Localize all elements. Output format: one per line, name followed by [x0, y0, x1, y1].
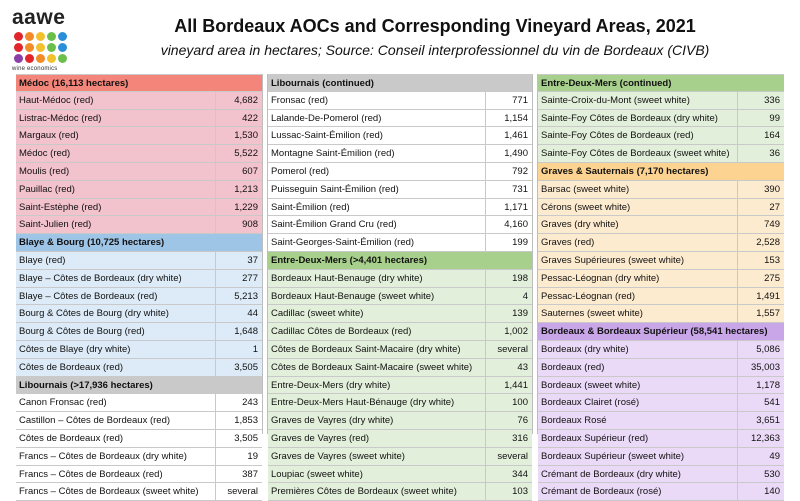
table-row	[16, 163, 262, 181]
aoc-name: Bordeaux Haut-Benauge (sweet white)	[268, 288, 486, 305]
vineyard-area-value: 1,154	[504, 112, 528, 124]
aoc-name: Médoc (red)	[16, 145, 216, 162]
table-row	[16, 288, 262, 306]
logo-dot	[47, 43, 56, 52]
vineyard-area-value: 1,002	[504, 326, 528, 338]
table-row	[16, 252, 262, 270]
table-row	[538, 199, 784, 217]
table-row	[268, 412, 532, 430]
logo-dot	[58, 43, 67, 52]
table-row	[538, 412, 784, 430]
vineyard-area-value: 139	[512, 308, 528, 320]
vineyard-area-value: 198	[512, 272, 528, 284]
vineyard-area-value: 277	[242, 272, 258, 284]
aoc-name: Graves (dry white)	[538, 216, 738, 233]
vineyard-area-value: 336	[764, 94, 780, 106]
vineyard-area-value: 199	[512, 237, 528, 249]
table-row	[16, 359, 262, 377]
vineyard-area-value: 1,648	[234, 326, 258, 338]
vineyard-area-value: 316	[512, 432, 528, 444]
table-row	[16, 430, 262, 448]
aoc-name: Sainte-Foy Côtes de Bordeaux (red)	[538, 127, 738, 144]
vineyard-area-value: 76	[517, 415, 528, 427]
aoc-name: Bordeaux Supérieur (red)	[538, 430, 738, 447]
region-header	[538, 163, 784, 181]
logo-subtext: wine economics	[12, 66, 58, 72]
region-header-label: Entre-Deux-Mers (>4,401 hectares)	[271, 254, 428, 266]
vineyard-area-value: several	[227, 486, 258, 498]
region-header-label: Entre-Deux-Mers (continued)	[541, 78, 672, 89]
aoc-name: Bordeaux Rosé	[538, 412, 738, 429]
table-row	[538, 234, 784, 252]
logo-dot	[36, 43, 45, 52]
page-header	[0, 0, 800, 72]
aoc-name: Cadillac (sweet white)	[268, 305, 486, 322]
aoc-name: Loupiac (sweet white)	[268, 466, 486, 483]
vineyard-area-value: 390	[764, 183, 780, 195]
table-row	[16, 92, 262, 110]
table-row	[268, 216, 532, 234]
aoc-name: Puisseguin Saint-Émilion (red)	[268, 181, 486, 198]
aoc-name: Côtes de Bordeaux Saint-Macaire (dry white)	[268, 341, 486, 358]
aoc-name: Pessac-Léognan (red)	[538, 288, 738, 305]
table-row	[268, 270, 532, 288]
table-row	[538, 377, 784, 395]
table-row	[16, 270, 262, 288]
vineyard-area-value: 4,682	[234, 94, 258, 106]
aoc-name: Pessac-Léognan (dry white)	[538, 270, 738, 287]
vineyard-area-value: 35,003	[750, 361, 780, 373]
aoc-name: Crémant de Bordeaux (rosé)	[538, 483, 738, 500]
logo-dot	[47, 54, 56, 63]
vineyard-area-value: 3,505	[234, 432, 258, 444]
vineyard-area-value: 1,441	[504, 379, 528, 391]
aoc-name: Bourg & Côtes de Bourg (red)	[16, 323, 216, 340]
table-row	[538, 305, 784, 323]
table-row	[538, 270, 784, 288]
aoc-name: Pauillac (red)	[16, 181, 216, 198]
aoc-name: Saint-Estèphe (red)	[16, 199, 216, 216]
aoc-name: Cérons (sweet white)	[538, 199, 738, 216]
table-row	[16, 216, 262, 234]
vineyard-area-value: 275	[764, 272, 780, 284]
vineyard-area-value: 49	[769, 450, 780, 462]
vineyard-area-value: 27	[769, 201, 780, 213]
vineyard-area-value: 99	[769, 112, 780, 124]
region-header	[538, 323, 784, 341]
aoc-name: Moulis (red)	[16, 163, 216, 180]
aoc-name: Entre-Deux-Mers (dry white)	[268, 377, 486, 394]
aawe-logo	[12, 8, 72, 70]
aoc-name: Sainte-Foy Côtes de Bordeaux (sweet white)	[538, 145, 738, 162]
vineyard-area-value: 1,557	[756, 308, 780, 320]
region-header-label: Blaye & Bourg (10,725 hectares)	[19, 237, 165, 249]
vineyard-area-value: 1,490	[504, 148, 528, 160]
vineyard-area-value: 1	[252, 343, 258, 355]
vineyard-area-value: 771	[512, 94, 528, 106]
aoc-name: Saint-Émilion Grand Cru (red)	[268, 216, 486, 233]
table-row	[538, 252, 784, 270]
aoc-name: Côtes de Blaye (dry white)	[16, 341, 216, 358]
table-row	[268, 483, 532, 501]
table-row	[268, 359, 532, 377]
table-row	[268, 394, 532, 412]
vineyard-area-value: 792	[512, 165, 528, 177]
table-row	[16, 448, 262, 466]
vineyard-area-value: 243	[242, 397, 258, 409]
table-row	[538, 359, 784, 377]
table-row	[268, 323, 532, 341]
table-row	[268, 163, 532, 181]
aoc-name: Saint-Julien (red)	[16, 216, 216, 233]
vineyard-area-value: 43	[517, 361, 528, 373]
table-row	[268, 181, 532, 199]
aoc-name: Sainte-Foy Côtes de Bordeaux (dry white)	[538, 110, 738, 127]
aoc-name: Crémant de Bordeaux (dry white)	[538, 466, 738, 483]
vineyard-area-value: 5,522	[234, 148, 258, 160]
vineyard-area-value: 1,213	[234, 183, 258, 195]
aoc-name: Listrac-Médoc (red)	[16, 110, 216, 127]
region-header	[268, 252, 532, 270]
vineyard-area-value: 1,461	[504, 130, 528, 142]
table-row	[16, 341, 262, 359]
table-row	[538, 394, 784, 412]
vineyard-area-value: 164	[764, 130, 780, 142]
region-header	[16, 377, 262, 395]
vineyard-area-value: 530	[764, 468, 780, 480]
table-row	[16, 127, 262, 145]
table-row	[268, 430, 532, 448]
table-row	[538, 216, 784, 234]
vineyard-area-value: 731	[512, 183, 528, 195]
aoc-name: Côtes de Bordeaux (red)	[16, 430, 216, 447]
logo-wordmark: aawe	[12, 6, 66, 29]
table-row	[16, 323, 262, 341]
region-header-label: Libournais (continued)	[271, 78, 374, 89]
aoc-name: Blaye – Côtes de Bordeaux (dry white)	[16, 270, 216, 287]
vineyard-area-value: 1,491	[756, 290, 780, 302]
region-header-label: Graves & Sauternais (7,170 hectares)	[541, 165, 709, 177]
vineyard-area-value: 1,178	[756, 379, 780, 391]
aoc-name: Sainte-Croix-du-Mont (sweet white)	[538, 92, 738, 109]
vineyard-area-value: 103	[512, 486, 528, 498]
aoc-name: Canon Fronsac (red)	[16, 394, 216, 411]
vineyard-area-value: 607	[242, 165, 258, 177]
aoc-name: Barsac (sweet white)	[538, 181, 738, 198]
table-row	[268, 305, 532, 323]
logo-dot	[25, 32, 34, 41]
vineyard-area-value: 36	[769, 148, 780, 160]
logo-dot	[58, 32, 67, 41]
vineyard-area-value: 1,530	[234, 130, 258, 142]
table-row	[16, 305, 262, 323]
vineyard-area-value: 1,229	[234, 201, 258, 213]
aoc-name: Premières Côtes de Bordeaux (sweet white)	[268, 483, 486, 500]
table-row	[268, 341, 532, 359]
vineyard-area-value: 44	[247, 308, 258, 320]
table-row	[268, 377, 532, 395]
aoc-name: Côtes de Bordeaux (red)	[16, 359, 216, 376]
vineyard-area-value: 749	[764, 219, 780, 231]
logo-dot	[14, 43, 23, 52]
logo-dot	[36, 54, 45, 63]
vineyard-area-value: 344	[512, 468, 528, 480]
vineyard-area-value: 19	[247, 450, 258, 462]
region-header	[268, 74, 532, 92]
table-row	[268, 466, 532, 484]
aoc-name: Bordeaux Haut-Benauge (dry white)	[268, 270, 486, 287]
logo-dot	[14, 32, 23, 41]
aoc-name: Bordeaux Clairet (rosé)	[538, 394, 738, 411]
aoc-name: Francs – Côtes de Bordeaux (dry white)	[16, 448, 216, 465]
aoc-name: Francs – Côtes de Bordeaux (sweet white)	[16, 483, 216, 500]
region-header	[538, 74, 784, 92]
table-row	[16, 394, 262, 412]
aoc-name: Graves de Vayres (sweet white)	[268, 448, 486, 465]
vineyard-area-value: several	[497, 450, 528, 462]
table-row	[16, 466, 262, 484]
table-row	[268, 288, 532, 306]
aoc-name: Bourg & Côtes de Bourg (dry white)	[16, 305, 216, 322]
logo-dot	[25, 43, 34, 52]
table-row	[268, 110, 532, 128]
vineyard-area-value: 140	[764, 486, 780, 498]
vineyard-area-value: 4,160	[504, 219, 528, 231]
vineyard-area-value: 153	[764, 254, 780, 266]
table-row	[538, 341, 784, 359]
aoc-name: Montagne Saint-Émilion (red)	[268, 145, 486, 162]
aoc-name: Blaye – Côtes de Bordeaux (red)	[16, 288, 216, 305]
logo-dot	[58, 54, 67, 63]
vineyard-area-value: several	[497, 343, 528, 355]
table-row	[538, 430, 784, 448]
vineyard-area-value: 2,528	[756, 237, 780, 249]
table-row	[538, 448, 784, 466]
aoc-name: Blaye (red)	[16, 252, 216, 269]
vineyard-area-value: 100	[512, 397, 528, 409]
aoc-name: Lalande-De-Pomerol (red)	[268, 110, 486, 127]
table-row	[538, 483, 784, 501]
aoc-name: Sauternes (sweet white)	[538, 305, 738, 322]
table-row	[16, 412, 262, 430]
table-row	[538, 127, 784, 145]
page-subtitle: vineyard area in hectares; Source: Conseil interprofessionnel du vin de Bordeaux (CIVB)	[160, 42, 710, 58]
aoc-name: Castillon – Côtes de Bordeaux (red)	[16, 412, 216, 429]
vineyard-area-value: 3,651	[756, 415, 780, 427]
table-row	[538, 466, 784, 484]
table-row	[16, 110, 262, 128]
aoc-name: Cadillac Côtes de Bordeaux (red)	[268, 323, 486, 340]
vineyard-area-value: 5,086	[756, 343, 780, 355]
table-row	[268, 199, 532, 217]
table-row	[538, 145, 784, 163]
page-title: All Bordeaux AOCs and Corresponding Vineyard Areas, 2021	[174, 16, 696, 36]
vineyard-area-value: 4	[522, 290, 528, 302]
vineyard-area-value: 422	[242, 112, 258, 124]
table-row	[268, 234, 532, 252]
aoc-name: Bordeaux (sweet white)	[538, 377, 738, 394]
aoc-name: Graves Supérieures (sweet white)	[538, 252, 738, 269]
table-row	[268, 145, 532, 163]
aoc-name: Fronsac (red)	[268, 92, 486, 109]
table-column-2	[268, 74, 532, 501]
vineyard-area-value: 541	[764, 397, 780, 409]
vineyard-area-value: 12,363	[750, 432, 780, 444]
table-row	[16, 181, 262, 199]
aoc-name: Saint-Georges-Saint-Émilion (red)	[268, 234, 486, 251]
aoc-name: Graves de Vayres (dry white)	[268, 412, 486, 429]
logo-dot	[36, 32, 45, 41]
region-header-label: Bordeaux & Bordeaux Supérieur (58,541 hectares)	[541, 326, 768, 338]
table-row	[268, 127, 532, 145]
aoc-name: Pomerol (red)	[268, 163, 486, 180]
table-row	[268, 92, 532, 110]
table-row	[538, 288, 784, 306]
region-header-label: Libournais (>17,936 hectares)	[19, 379, 153, 391]
vineyard-area-value: 387	[242, 468, 258, 480]
aoc-name: Entre-Deux-Mers Haut-Bénauge (dry white)	[268, 394, 486, 411]
table-row	[268, 448, 532, 466]
aoc-name: Côtes de Bordeaux Saint-Macaire (sweet white)	[268, 359, 486, 376]
logo-dot	[47, 32, 56, 41]
aoc-name: Francs – Côtes de Bordeaux (red)	[16, 466, 216, 483]
aoc-name: Bordeaux Supérieur (sweet white)	[538, 448, 738, 465]
aoc-name: Graves (red)	[538, 234, 738, 251]
logo-dot	[14, 54, 23, 63]
region-header	[16, 74, 262, 92]
table-row	[16, 199, 262, 217]
aoc-name: Lussac-Saint-Émilion (red)	[268, 127, 486, 144]
vineyard-area-value: 3,505	[234, 361, 258, 373]
aoc-name: Margaux (red)	[16, 127, 216, 144]
table-row	[538, 92, 784, 110]
logo-grape-dots-icon	[14, 32, 72, 63]
vineyard-area-value: 1,853	[234, 415, 258, 427]
vineyard-area-value: 1,171	[504, 201, 528, 213]
table-column-3	[538, 74, 784, 501]
aoc-name: Bordeaux (dry white)	[538, 341, 738, 358]
vineyard-area-value: 908	[242, 219, 258, 231]
aoc-name: Bordeaux (red)	[538, 359, 738, 376]
table-row	[16, 145, 262, 163]
region-header	[16, 234, 262, 252]
aoc-name: Graves de Vayres (red)	[268, 430, 486, 447]
logo-dot	[25, 54, 34, 63]
table-row	[538, 110, 784, 128]
table-row	[16, 483, 262, 501]
table-row	[538, 181, 784, 199]
vineyard-area-value: 37	[247, 254, 258, 266]
region-header-label: Médoc (16,113 hectares)	[19, 78, 129, 89]
aoc-name: Saint-Émilion (red)	[268, 199, 486, 216]
table-column-1	[16, 74, 262, 501]
aoc-name: Haut-Médoc (red)	[16, 92, 216, 109]
vineyard-area-value: 5,213	[234, 290, 258, 302]
